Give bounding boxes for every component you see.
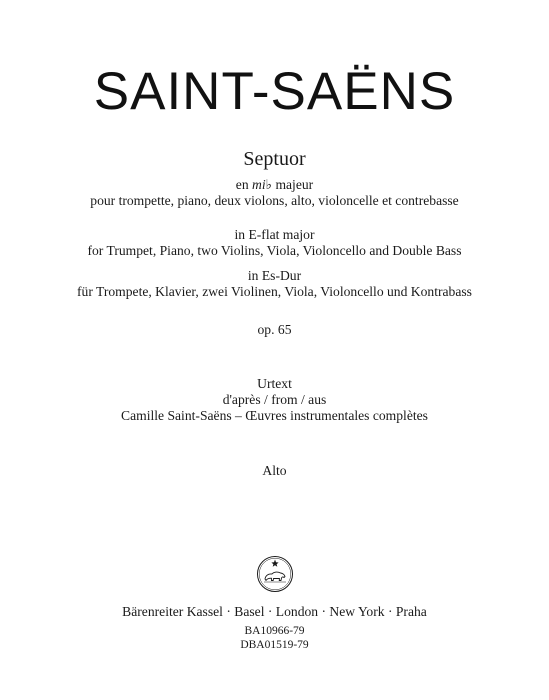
german-key: in Es-Dur [247, 268, 302, 283]
french-key [0, 177, 549, 193]
french-instrumentation: pour trompette, piano, deux violons, alto, violoncelle et contrebasse [90, 193, 459, 208]
french-key-prefix: en [235, 177, 253, 192]
german-instrumentation: für Trompete, Klavier, zwei Violinen, Viola, Violoncello und Kontrabass [77, 284, 472, 299]
urtext-label: Urtext [257, 376, 292, 391]
english-key: in E-flat major [234, 227, 315, 242]
urtext-source-prefix: d'après / from / aus [222, 392, 327, 407]
opus-number: op. 65 [257, 322, 292, 337]
urtext-source: Camille Saint-Saëns – Œuvres instrumentales complètes [121, 408, 428, 423]
french-key-suffix: majeur [272, 177, 314, 192]
composer-name: SAINT-SAËNS [93, 62, 456, 121]
publisher-line: Bärenreiter Kassel · Basel · London · New York · Praha [122, 604, 427, 619]
french-key-note: mi♭ [252, 177, 273, 192]
work-title: Septuor [243, 148, 306, 170]
catalog-number: DBA01519-79 [240, 639, 309, 651]
catalog-number: BA10966-79 [244, 625, 305, 637]
instrument-part: Alto [262, 463, 287, 478]
barenreiter-bear-star-logo-icon [256, 555, 294, 593]
english-instrumentation: for Trumpet, Piano, two Violins, Viola, Violoncello and Double Bass [87, 243, 462, 258]
